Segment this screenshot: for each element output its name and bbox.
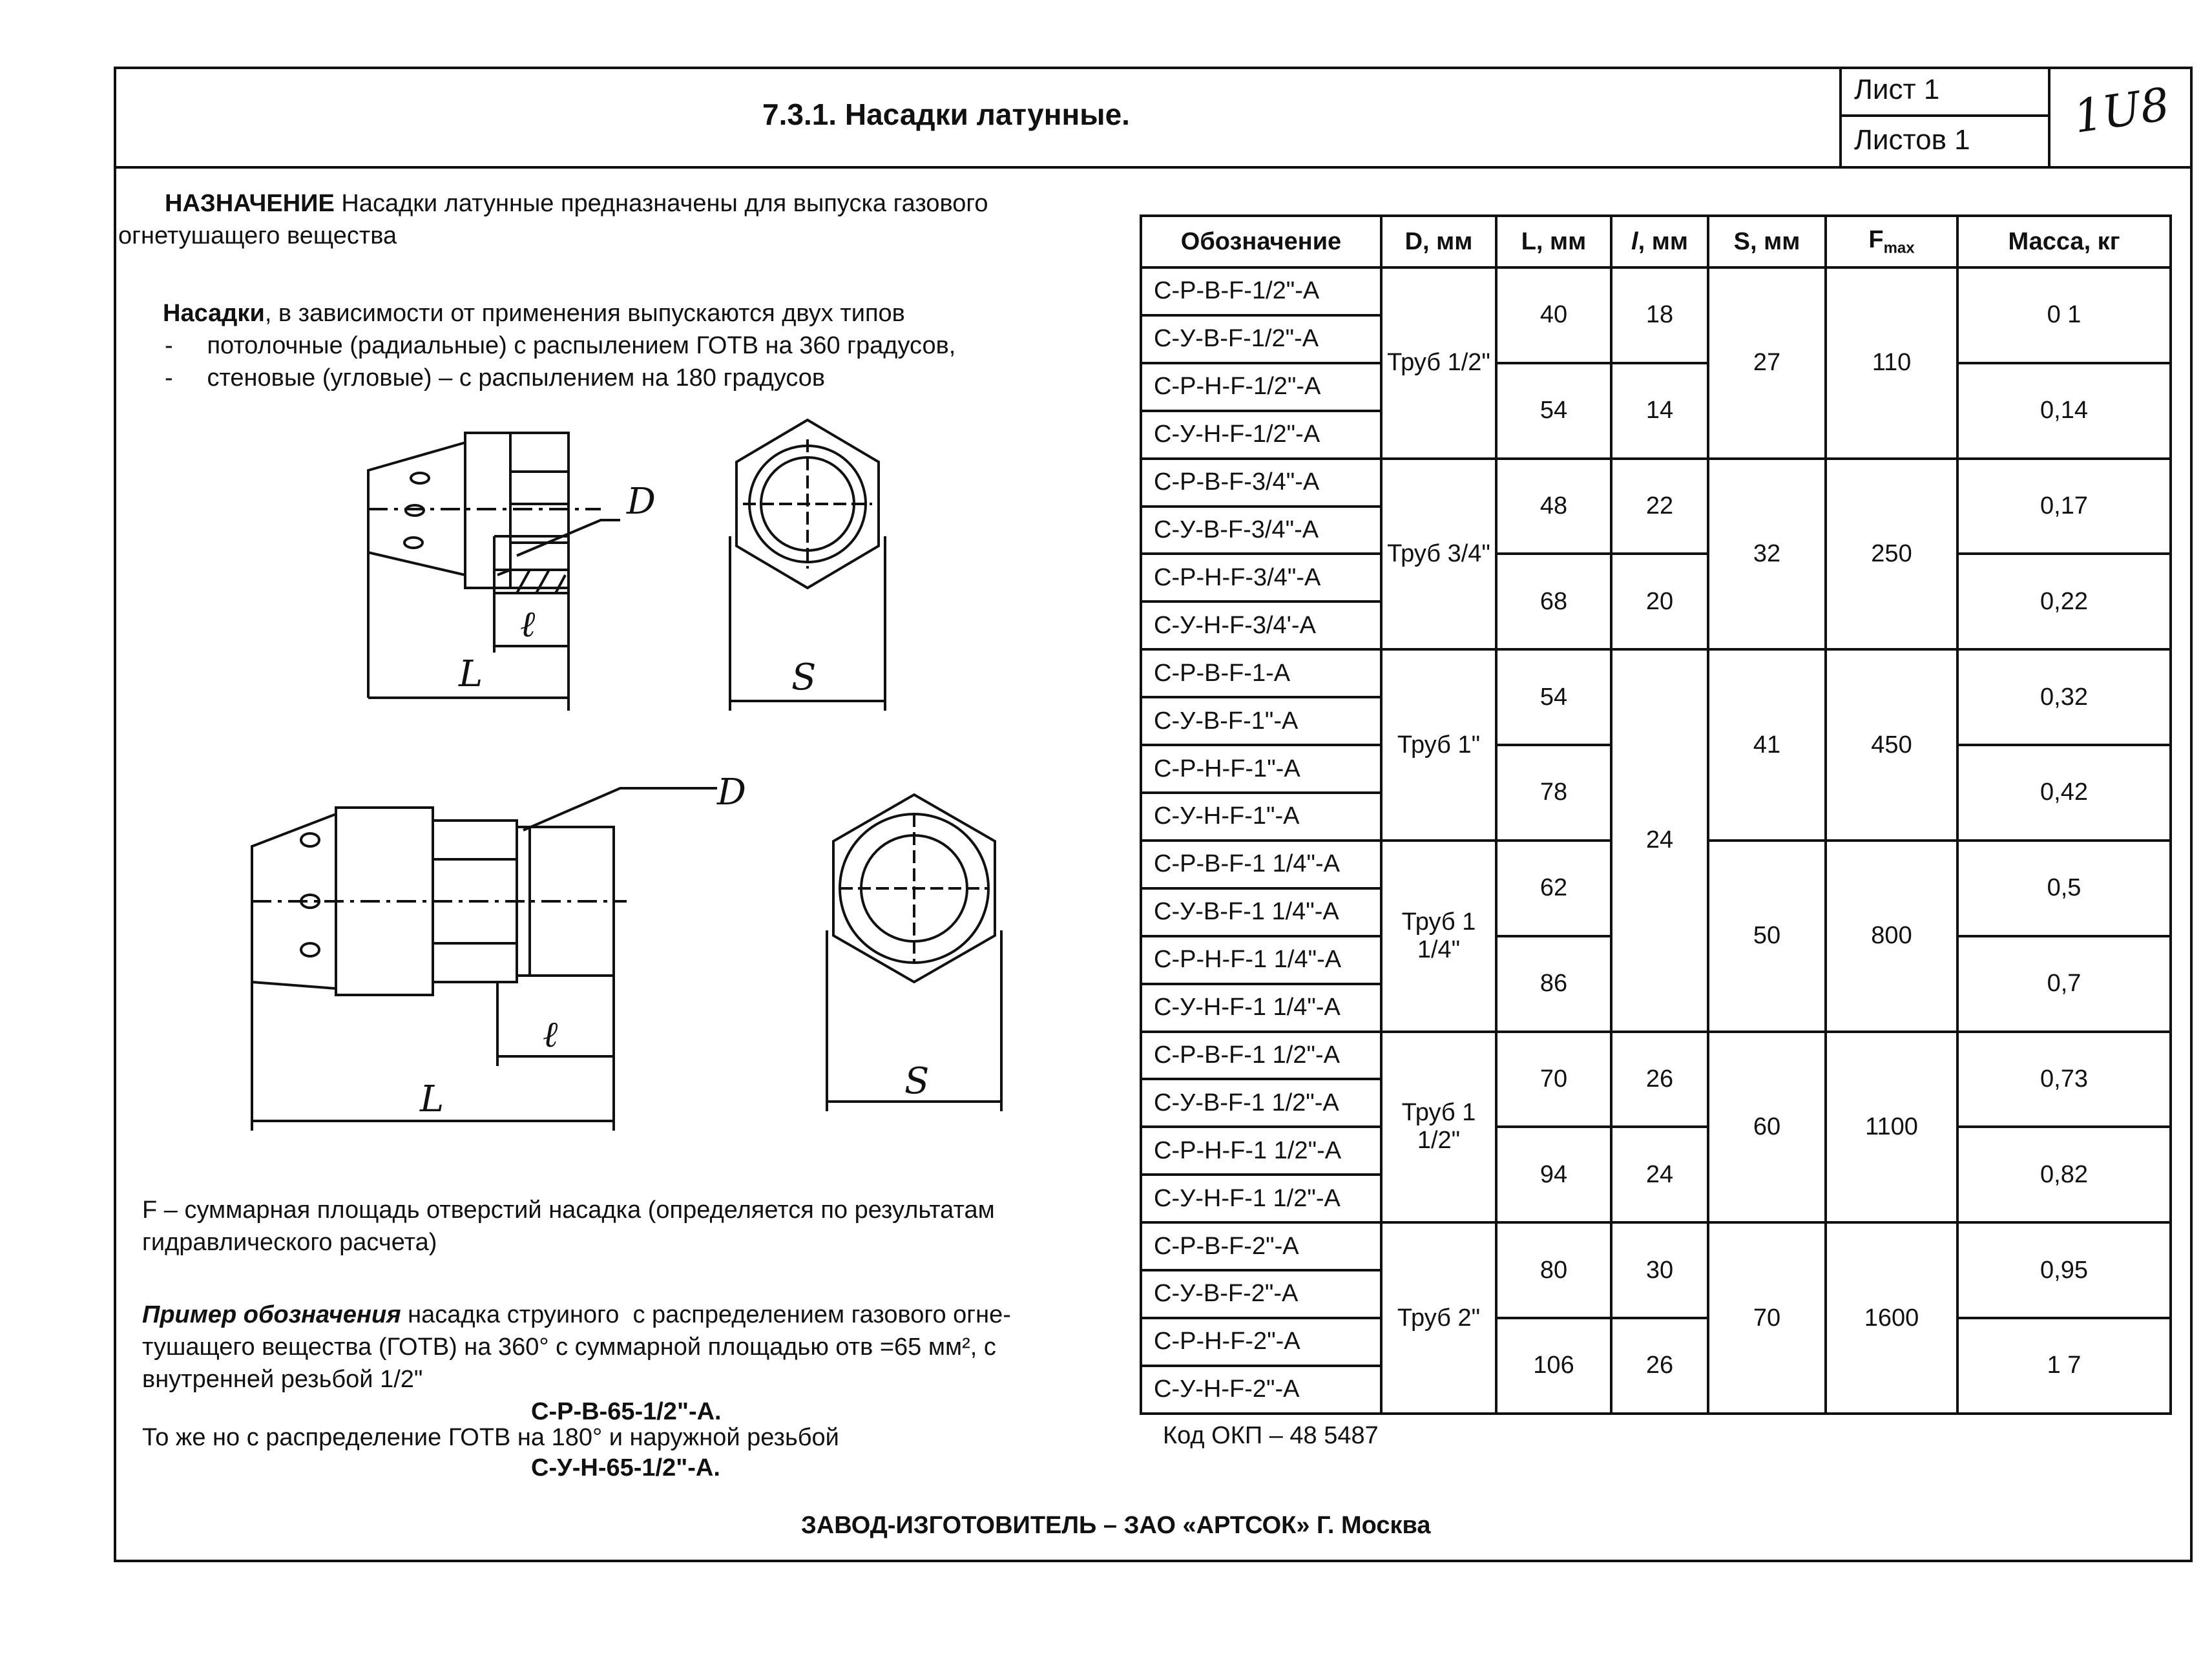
cell-bigl: 40 [1496, 267, 1611, 363]
cell-l-merged: 24 [1611, 649, 1708, 1031]
cell-fmax: 110 [1826, 267, 1957, 459]
cell-s: 41 [1708, 649, 1826, 841]
table-row [1141, 1222, 2171, 1270]
cell-bigl: 62 [1496, 841, 1611, 936]
cell-l: 18 [1611, 267, 1708, 363]
cell-l: 22 [1611, 459, 1708, 554]
cell-mass: 0,5 [1957, 841, 2171, 936]
type-ceiling: - потолочные (радиальные) с распылением ГОТВ на 360 градусов, [165, 332, 956, 359]
table-body [1141, 267, 2171, 1414]
cell-bigl: 70 [1496, 1032, 1611, 1127]
table-row [1141, 1318, 2171, 1366]
cell-mass: 0,95 [1957, 1222, 2171, 1318]
cell-designation: С-У-Н-F-2"-А [1141, 1366, 1381, 1414]
cell-bigl: 86 [1496, 936, 1611, 1032]
table-row [1141, 1127, 2171, 1175]
example-line-4: То же но с распределение ГОТВ на 180° и наружной резьбой [142, 1424, 839, 1451]
okp-code: Код ОКП – 48 5487 [1163, 1422, 1379, 1449]
table-row [1141, 554, 2171, 602]
cell-designation: С-У-Н-F-1 1/2"-А [1141, 1175, 1381, 1222]
cell-bigl: 94 [1496, 1127, 1611, 1222]
cell-designation: С-Р-В-F-1 1/4"-А [1141, 841, 1381, 888]
cell-fmax: 1600 [1826, 1222, 1957, 1414]
page-title: 7.3.1. Насадки латунные. [762, 98, 1130, 131]
example-line-1 [142, 1299, 1011, 1331]
cell-bigl: 54 [1496, 363, 1611, 459]
cell-designation: С-Р-В-F-3/4"-А [1141, 459, 1381, 507]
col-fmax: $F_{max}$ [1826, 216, 1957, 267]
manufacturer-label: ЗАВОД-ИЗГОТОВИТЕЛЬ [801, 1512, 1097, 1539]
cell-bigl: 80 [1496, 1222, 1611, 1318]
table-row [1141, 649, 2171, 697]
table-row [1141, 267, 2171, 315]
cell-mass: 0,42 [1957, 745, 2171, 841]
f-note-1: F – суммарная площадь отверстий насадка (определяется по результатам [142, 1197, 995, 1224]
cell-s: 70 [1708, 1222, 1826, 1414]
cell-d: Труб 1/2" [1381, 267, 1496, 459]
example-line-3: внутренней резьбой 1/2" [142, 1366, 423, 1393]
table-row [1141, 459, 2171, 507]
type-wall: - стеновые (угловые) – с распылением на 180 градусов [165, 364, 826, 392]
cell-d: Труб 3/4" [1381, 459, 1496, 650]
label-d-1: D [627, 481, 656, 523]
cell-designation: С-У-В-F-1"-А [1141, 697, 1381, 745]
cell-designation: С-Р-В-F-1/2"-А [1141, 267, 1381, 315]
example-text-1: насадка струиного с распределением газового огне- [401, 1301, 1011, 1328]
label-s-2: S [904, 1060, 930, 1102]
cell-d: Труб 1 1/2" [1381, 1032, 1496, 1223]
cell-bigl: 54 [1496, 649, 1611, 745]
cell-designation: С-Р-Н-F-1/2"-А [1141, 363, 1381, 411]
cell-mass: 0,7 [1957, 936, 2171, 1032]
cell-designation: С-Р-Н-F-2"-А [1141, 1318, 1381, 1366]
cell-designation: С-Р-Н-F-3/4"-А [1141, 554, 1381, 602]
f-note-2: гидравлического расчета) [142, 1229, 437, 1256]
cell-designation: С-У-В-F-1 1/4"-А [1141, 888, 1381, 936]
label-l-1: ℓ [520, 603, 536, 645]
cell-designation: С-Р-Н-F-1 1/2"-А [1141, 1127, 1381, 1175]
cell-designation: С-Р-В-F-1 1/2"-А [1141, 1032, 1381, 1080]
cell-l: 26 [1611, 1318, 1708, 1414]
cell-l: 20 [1611, 554, 1708, 649]
cell-designation: С-У-В-F-1/2"-А [1141, 315, 1381, 363]
label-bigl-1: L [459, 653, 483, 695]
cell-fmax: 1100 [1826, 1032, 1957, 1223]
col-d: D, мм [1381, 216, 1496, 267]
cell-designation: С-У-Н-F-1"-А [1141, 793, 1381, 841]
sheets-count: Листов 1 [1854, 124, 1970, 156]
cell-mass: 0,22 [1957, 554, 2171, 649]
cell-bigl: 106 [1496, 1318, 1611, 1414]
spec-table [1140, 214, 2172, 1415]
cell-designation: С-У-В-F-2"-А [1141, 1270, 1381, 1318]
cell-fmax: 250 [1826, 459, 1957, 650]
purpose-text-2: огнетушащего вещества [118, 222, 397, 249]
header-divider [114, 166, 2193, 169]
cell-designation: С-Р-В-F-2"-А [1141, 1222, 1381, 1270]
cell-bigl: 48 [1496, 459, 1611, 554]
purpose-label: НАЗНАЧЕНИЕ [165, 190, 335, 217]
cell-designation: С-Р-В-F-1-А [1141, 649, 1381, 697]
cell-bigl: 78 [1496, 745, 1611, 841]
cell-fmax: 800 [1826, 841, 1957, 1032]
cell-mass: 0,17 [1957, 459, 2171, 554]
cell-mass: 1 7 [1957, 1318, 2171, 1414]
nozzle-drawings [239, 407, 1105, 1150]
cell-s: 27 [1708, 267, 1826, 459]
cell-mass: 0,73 [1957, 1032, 2171, 1127]
types-paragraph [163, 297, 905, 330]
cell-d: Труб 2" [1381, 1222, 1496, 1414]
cell-designation: С-У-В-F-3/4"-А [1141, 507, 1381, 554]
table-header-row [1141, 216, 2171, 267]
cell-d: Труб 1 1/4" [1381, 841, 1496, 1032]
cell-d: Труб 1" [1381, 649, 1496, 841]
types-text: , в зависимости от применения выпускаются двух типов [264, 300, 905, 327]
cell-designation: С-Р-Н-F-1"-А [1141, 745, 1381, 793]
types-label: Насадки [163, 300, 265, 327]
cell-mass: 0,32 [1957, 649, 2171, 745]
example-label: Пример обозначения [142, 1301, 401, 1328]
cell-l: 26 [1611, 1032, 1708, 1127]
label-l-2: ℓ [543, 1014, 558, 1056]
label-s-1: S [791, 656, 817, 698]
cell-designation: С-Р-Н-F-1 1/4"-А [1141, 936, 1381, 984]
table-row [1141, 1032, 2171, 1080]
cell-s: 60 [1708, 1032, 1826, 1223]
col-bigl: L, мм [1496, 216, 1611, 267]
table-row [1141, 363, 2171, 411]
cell-designation: С-У-В-F-1 1/2"-А [1141, 1079, 1381, 1127]
cell-fmax: 450 [1826, 649, 1957, 841]
example-code-1: С-Р-В-65-1/2"-А. [531, 1398, 722, 1425]
cell-l: 24 [1611, 1127, 1708, 1222]
purpose-text: Насадки латунные предназначены для выпуска газового [341, 190, 988, 217]
manufacturer-text: – ЗАО «АРТСОК» Г. Москва [1096, 1512, 1431, 1539]
cell-designation: С-У-Н-F-1 1/4"-А [1141, 984, 1381, 1032]
handwritten-number: 1U8 [2071, 78, 2173, 143]
manufacturer [801, 1512, 1430, 1540]
label-bigl-2: L [420, 1078, 444, 1120]
col-l: l, мм [1611, 216, 1708, 267]
example-line-2: тушащего вещества (ГОТВ) на 360° с суммарной площадью отв =65 мм², с [142, 1334, 996, 1361]
cell-bigl: 68 [1496, 554, 1611, 649]
cell-designation: С-У-Н-F-1/2"-А [1141, 411, 1381, 459]
cell-s: 50 [1708, 841, 1826, 1032]
cell-s: 32 [1708, 459, 1826, 650]
col-designation: Обозначение [1141, 216, 1381, 267]
cell-mass: 0,82 [1957, 1127, 2171, 1222]
cell-mass: 0,14 [1957, 363, 2171, 459]
purpose-paragraph [165, 187, 988, 220]
col-s: S, мм [1708, 216, 1826, 267]
sheet-divider [1839, 114, 2048, 117]
cell-l: 30 [1611, 1222, 1708, 1318]
cell-designation: С-У-Н-F-3/4'-А [1141, 602, 1381, 649]
sheet-number: Лист 1 [1854, 74, 1940, 105]
label-d-2: D [717, 771, 746, 813]
example-code-2: С-У-Н-65-1/2"-А. [531, 1454, 720, 1481]
cell-mass: 0 1 [1957, 267, 2171, 363]
cell-l: 14 [1611, 363, 1708, 459]
col-mass: Масса, кг [1957, 216, 2171, 267]
signature-divider [2048, 67, 2050, 166]
